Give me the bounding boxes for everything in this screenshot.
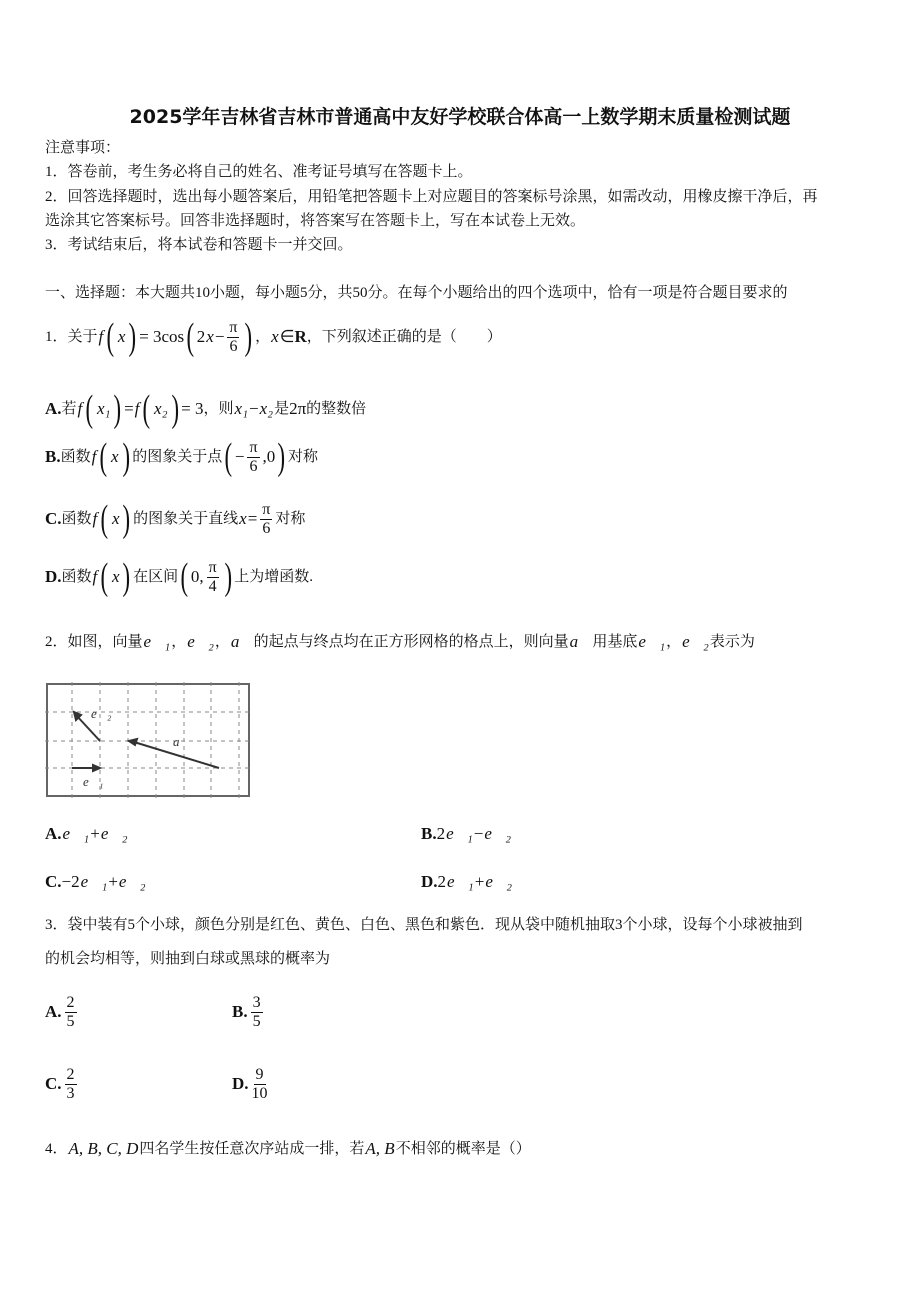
- math-variable: e⃗₁: [446, 824, 473, 843]
- text-run: ，下列叙述正确的是（ ）: [306, 329, 502, 345]
- math-variable: f: [91, 446, 97, 466]
- question-4-stem: [45, 1139, 531, 1159]
- fraction-denominator: 10: [251, 1084, 268, 1102]
- fraction-numerator: 2: [66, 1066, 75, 1083]
- question-2-option-c: [45, 872, 147, 892]
- text-run: 函数: [61, 569, 92, 585]
- parenthesis: ): [224, 556, 232, 598]
- math-variable: e⃗₁: [62, 824, 90, 843]
- fraction-numerator: 9: [255, 1066, 264, 1083]
- math-variable: x: [239, 508, 247, 528]
- section-heading: [45, 284, 788, 302]
- bold-label: B.: [232, 1002, 248, 1022]
- figure-border: [47, 684, 249, 796]
- text-run: 的图象关于点: [132, 449, 223, 465]
- text-run: 若: [61, 401, 77, 417]
- math-variable: a⃗: [569, 632, 592, 651]
- bold-label: C.: [45, 872, 62, 891]
- fraction-numerator: π: [249, 438, 258, 456]
- parenthesis: ): [277, 436, 286, 478]
- text-run: 1．关于: [45, 329, 98, 345]
- bold-label: B.: [45, 446, 61, 466]
- question-3-option-d: [232, 1066, 271, 1102]
- math-variable: f: [77, 398, 83, 418]
- question-1-option-a: [45, 390, 366, 428]
- math-variable: x: [111, 446, 119, 466]
- bold-label: C.: [45, 1074, 62, 1094]
- page-title: 2025学年吉林省吉林市普通高中友好学校联合体高一上数学期末质量检测试题: [129, 106, 791, 128]
- text-run: 对称: [287, 449, 318, 465]
- note-2: [45, 188, 818, 206]
- fraction-numerator: π: [229, 318, 238, 336]
- fraction-numerator: π: [262, 500, 271, 518]
- parenthesis: ): [128, 316, 137, 358]
- fraction-denominator: 6: [249, 457, 258, 475]
- notes-heading: [45, 139, 120, 157]
- question-1-option-c: [45, 500, 305, 538]
- parenthesis: ): [122, 436, 130, 478]
- fraction: [207, 559, 219, 595]
- math-variable: f: [92, 508, 98, 528]
- question-3-option-b: [232, 994, 266, 1030]
- math-text: +: [108, 872, 118, 891]
- vector-grid-figure: [45, 682, 253, 802]
- text-run: 3．袋中装有5个小球，颜色分别是红色、黄色、白色、黑色和紫色．现从袋中随机抽取3个小球，设每个小球被抽到: [45, 917, 803, 933]
- math-variable: x₁: [234, 398, 248, 418]
- label-e1: e⃗₁: [83, 774, 104, 789]
- bold-label: D.: [421, 872, 438, 891]
- text-run: ，: [255, 329, 271, 345]
- label-a: a⃗: [173, 734, 190, 749]
- math-variable: e⃗₂: [118, 872, 146, 891]
- math-text: =: [247, 508, 258, 528]
- text-run: 是: [274, 401, 290, 417]
- math-variable: x: [111, 566, 120, 586]
- math-variable: x: [117, 326, 126, 346]
- text-run: 一、选择题：本大题共10小题，每小题5分，共50分。在每个小题给出的四个选项中，恰有一项是符合题目要求的: [45, 285, 788, 301]
- text-run: 对称: [275, 511, 306, 527]
- text-run: 函数: [60, 449, 91, 465]
- math-text: −2: [61, 872, 80, 891]
- parenthesis: ): [123, 556, 131, 598]
- fraction: [252, 1066, 268, 1102]
- fraction-numerator: π: [208, 558, 217, 576]
- bold-label: R: [294, 326, 307, 346]
- math-variable: x₂: [259, 398, 274, 418]
- math-variable: A, B, C, D: [68, 1139, 139, 1158]
- text-run: 在区间: [133, 569, 179, 585]
- math-variable: x: [111, 508, 120, 528]
- text-run: 四名学生按任意次序站成一排，若: [139, 1141, 365, 1158]
- math-text: ∈: [279, 326, 295, 346]
- math-variable: e⃗₂: [100, 824, 128, 843]
- text-run: 用基底: [592, 634, 638, 651]
- question-1-option-d: [45, 558, 313, 596]
- parenthesis: ): [113, 388, 122, 430]
- math-variable: e⃗₂: [485, 872, 512, 891]
- text-run: 表示为: [709, 634, 755, 651]
- text-run: 的图象关于直线: [133, 511, 239, 527]
- fraction: [65, 1066, 77, 1102]
- math-variable: e⃗₂: [187, 632, 214, 651]
- math-text: = 3cos: [139, 326, 185, 346]
- math-text: +: [474, 872, 485, 891]
- text-run: ，: [666, 634, 682, 651]
- math-variable: x: [271, 326, 279, 346]
- fraction: [65, 994, 77, 1030]
- parenthesis: (: [99, 436, 108, 478]
- math-text: =: [124, 398, 134, 418]
- label-e2: e⃗₂: [91, 706, 112, 721]
- fraction: [247, 439, 259, 475]
- text-run: 不相邻的概率是（）: [395, 1141, 531, 1158]
- fraction: [251, 994, 263, 1030]
- text-run: ，: [171, 634, 187, 651]
- math-text: −: [249, 398, 259, 418]
- parenthesis: ): [171, 388, 179, 430]
- fraction-denominator: 4: [208, 577, 217, 595]
- math-text: 2π: [289, 398, 307, 418]
- fraction-denominator: 5: [66, 1012, 75, 1030]
- text-run: 4．: [45, 1141, 68, 1158]
- question-2-stem: [45, 632, 755, 652]
- math-variable: f: [98, 326, 104, 346]
- math-variable: e⃗₁: [638, 632, 666, 651]
- parenthesis: (: [224, 436, 233, 478]
- fraction-denominator: 3: [66, 1084, 75, 1102]
- math-variable: e⃗₁: [80, 872, 108, 891]
- text-run: 注意事项：: [45, 140, 121, 156]
- text-run: 2．如图，向量: [45, 634, 143, 651]
- text-run: 函数: [61, 511, 92, 527]
- question-2-option-b: [421, 824, 512, 844]
- text-run: 的整数倍: [306, 401, 367, 417]
- fraction: [227, 319, 239, 355]
- note-2-cont: [45, 212, 585, 230]
- bold-label: D.: [232, 1074, 249, 1094]
- bold-label: B.: [421, 824, 437, 843]
- fraction: [260, 501, 272, 537]
- text-run: 选涂其它答案标号。回答非选择题时，将答案写在答题卡上，写在本试卷上无效。: [45, 213, 586, 229]
- math-text: = 3: [181, 398, 204, 418]
- parenthesis: (: [142, 388, 151, 430]
- fraction-denominator: 6: [229, 337, 238, 355]
- parenthesis: ): [123, 498, 131, 540]
- question-2-option-d: [421, 872, 513, 892]
- question-3-stem-cont: [45, 950, 330, 968]
- math-variable: f: [134, 398, 140, 418]
- math-variable: e⃗₁: [143, 632, 171, 651]
- parenthesis: (: [186, 316, 195, 358]
- parenthesis: (: [85, 388, 94, 430]
- math-variable: x: [206, 326, 214, 346]
- question-3-option-a: [45, 994, 80, 1030]
- grid-lines: [45, 682, 253, 800]
- bold-label: C.: [45, 508, 62, 528]
- question-1-option-b: [45, 438, 318, 476]
- parenthesis: (: [100, 556, 109, 598]
- text-run: 3．考试结束后，将本试卷和答题卡一并交回。: [45, 237, 353, 253]
- math-variable: A, B: [365, 1139, 395, 1158]
- math-text: −: [214, 326, 225, 346]
- note-3: [45, 236, 353, 254]
- fraction-numerator: 3: [252, 994, 261, 1011]
- math-text: −: [473, 824, 484, 843]
- parenthesis: (: [100, 498, 109, 540]
- text-run: 1．答卷前，考生务必将自己的姓名、准考证号填写在答题卡上。: [45, 164, 473, 180]
- fraction-denominator: 6: [262, 519, 271, 537]
- math-text: −: [234, 446, 245, 466]
- bold-label: D.: [45, 566, 62, 586]
- math-text: 2: [437, 872, 447, 891]
- math-variable: f: [92, 566, 98, 586]
- math-variable: x₂: [154, 398, 168, 418]
- question-2-option-a: [45, 824, 129, 844]
- math-text: +: [90, 824, 100, 843]
- vector-e1-arrowhead: [93, 765, 100, 771]
- parenthesis: (: [180, 556, 189, 598]
- text-run: ，: [214, 634, 230, 651]
- note-1: [45, 163, 473, 181]
- bold-label: A.: [45, 398, 62, 418]
- math-text: 2: [196, 326, 206, 346]
- math-variable: e⃗₁: [447, 872, 474, 891]
- bold-label: A.: [45, 1002, 62, 1022]
- math-variable: a⃗: [230, 632, 253, 651]
- math-variable: x₁: [96, 398, 111, 418]
- math-text: 2: [436, 824, 446, 843]
- math-variable: e⃗₂: [484, 824, 512, 843]
- question-3-option-c: [45, 1066, 80, 1102]
- question-1-stem: [45, 318, 502, 356]
- math-text: 0,: [190, 566, 204, 586]
- math-text: ,0: [262, 446, 276, 466]
- parenthesis: ): [245, 316, 253, 358]
- question-3-stem: [45, 916, 803, 934]
- vector-a-arrowhead: [129, 739, 137, 745]
- math-variable: e⃗₂: [682, 632, 709, 651]
- text-run: ，则: [203, 401, 234, 417]
- text-run: 的起点与终点均在正方形网格的格点上，则向量: [253, 634, 569, 651]
- fraction-numerator: 2: [66, 994, 75, 1011]
- fraction-denominator: 5: [252, 1012, 261, 1030]
- parenthesis: (: [106, 316, 115, 358]
- text-run: 2．回答选择题时，选出每小题答案后，用铅笔把答题卡上对应题目的答案标号涂黑，如需改动，用橡皮擦干净后，再: [45, 189, 818, 205]
- text-run: 上为增函数.: [234, 569, 314, 585]
- bold-label: A.: [45, 824, 62, 843]
- text-run: 的机会均相等，则抽到白球或黑球的概率为: [45, 951, 331, 967]
